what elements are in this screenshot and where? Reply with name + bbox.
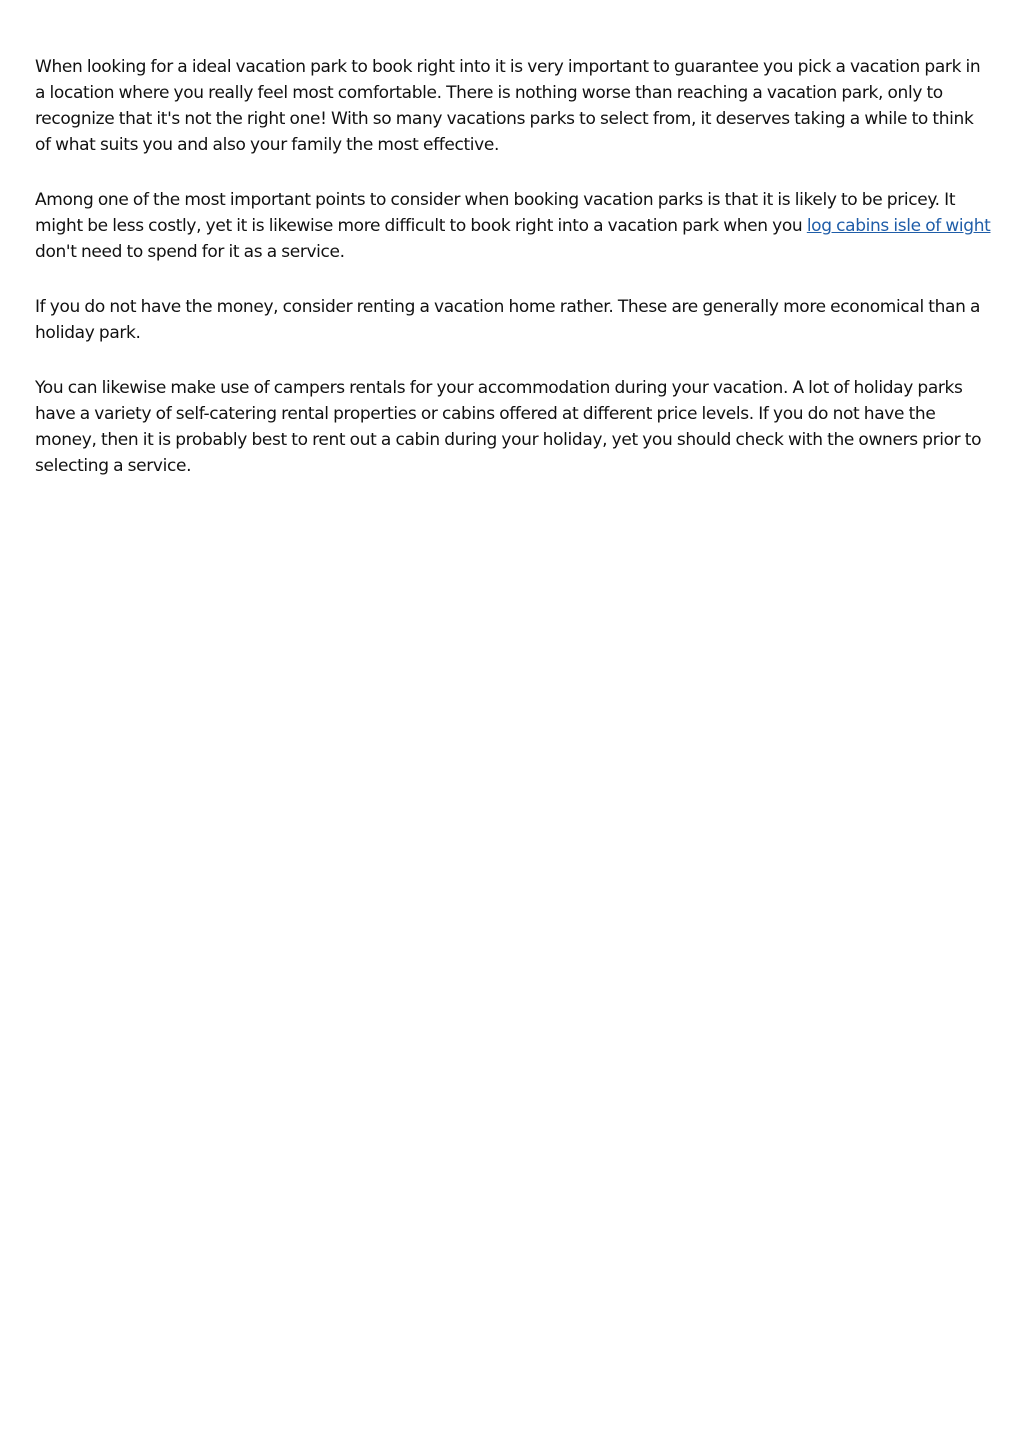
paragraph-3: If you do not have the money, consider renting a vacation home rather. These are generally more economical than a holiday park. <box>35 297 981 343</box>
paragraph-4: You can likewise make use of campers rentals for your accommodation during your vacation. A lot of holiday parks have a variety of self-catering rental properties or cabins offered at different price levels. If you do not have the money, then it is probably best to rent out a cabin during your holiday, yet you should check with the owners prior to selecting a service. <box>35 378 982 476</box>
paragraph-1: When looking for a ideal vacation park to book right into it is very important to guarantee you pick a vacation park in a location where you really feel most comfortable. There is nothing worse than reaching a vacation park, only to recognize that it's not the right one! With so many vacations parks to select from, it deserves taking a while to think of what suits you and also your family the most effective. <box>35 57 981 155</box>
paragraph-2 <box>35 187 991 265</box>
log-cabins-link[interactable]: log cabins isle of wight <box>806 216 991 236</box>
paragraph-2-text-after: don't need to spend for it as a service. <box>35 242 345 262</box>
document-body <box>35 54 991 508</box>
paragraph-2-text-before: Among one of the most important points to consider when booking vacation parks is that it is likely to be pricey. It might be less costly, yet it is likewise more difficult to book right into a vacation park when you <box>35 190 956 236</box>
